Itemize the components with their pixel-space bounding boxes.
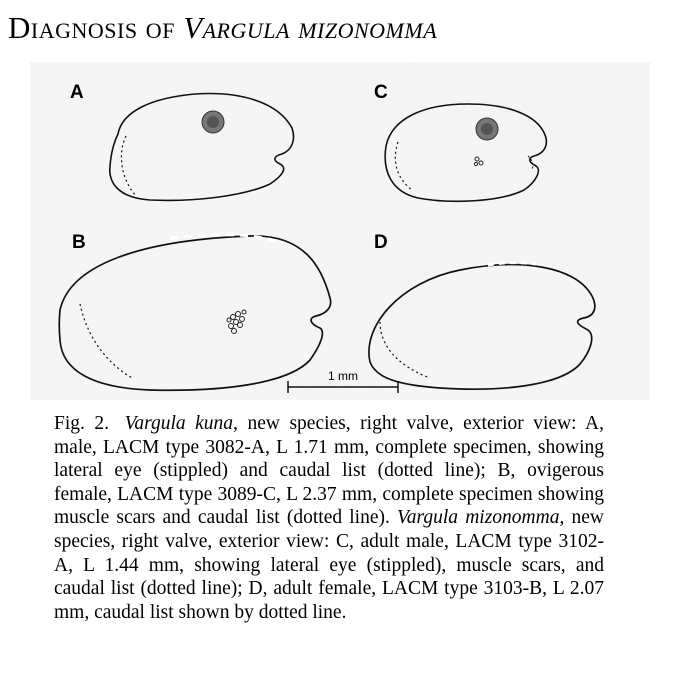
paper-grain [30,62,650,400]
caption-text-2: new species, right valve, exterior view: C, adult male, LACM type 3102-A, L 1.44 mm, showing lateral eye (stippled), muscle scars, and caudal list (dotted line); D, adult female, LACM type 3103-B, L 2.07 mm, caudal list shown by dotted line. [54,507,604,623]
panel-label-a: A [70,82,84,103]
caption-fig-label: Fig. 2. [54,413,110,434]
caption-text-1: new species, right valve, exterior view: A, male, LACM type 3082-A, L 1.71 mm, complete specimen, showing lateral eye (stippled) and caudal list (dotted line); B, ovigerous female, LACM type 3089-C, L 2.37 mm, complete specimen showing muscle scars and caudal list (dotted line). [54,413,605,529]
valve-a-lateral-eye [202,111,224,133]
caption-species-2: Vargula mizonomma, [397,507,565,529]
panel-label-c: C [374,82,388,103]
heading-species: Vargula mizonomma [183,10,438,45]
panel-label-b: B [72,232,86,253]
valve-c-lateral-eye [476,118,498,140]
page-heading [8,8,668,48]
panel-label-d: D [374,232,388,253]
scale-bar-label: 1 mm [328,369,358,383]
figure-2 [0,60,674,405]
heading-prefix: Diagnosis of [8,10,184,45]
figure-drawing [0,60,674,405]
caption-species-1: Vargula kuna, [124,413,238,434]
figure-caption [54,412,604,624]
